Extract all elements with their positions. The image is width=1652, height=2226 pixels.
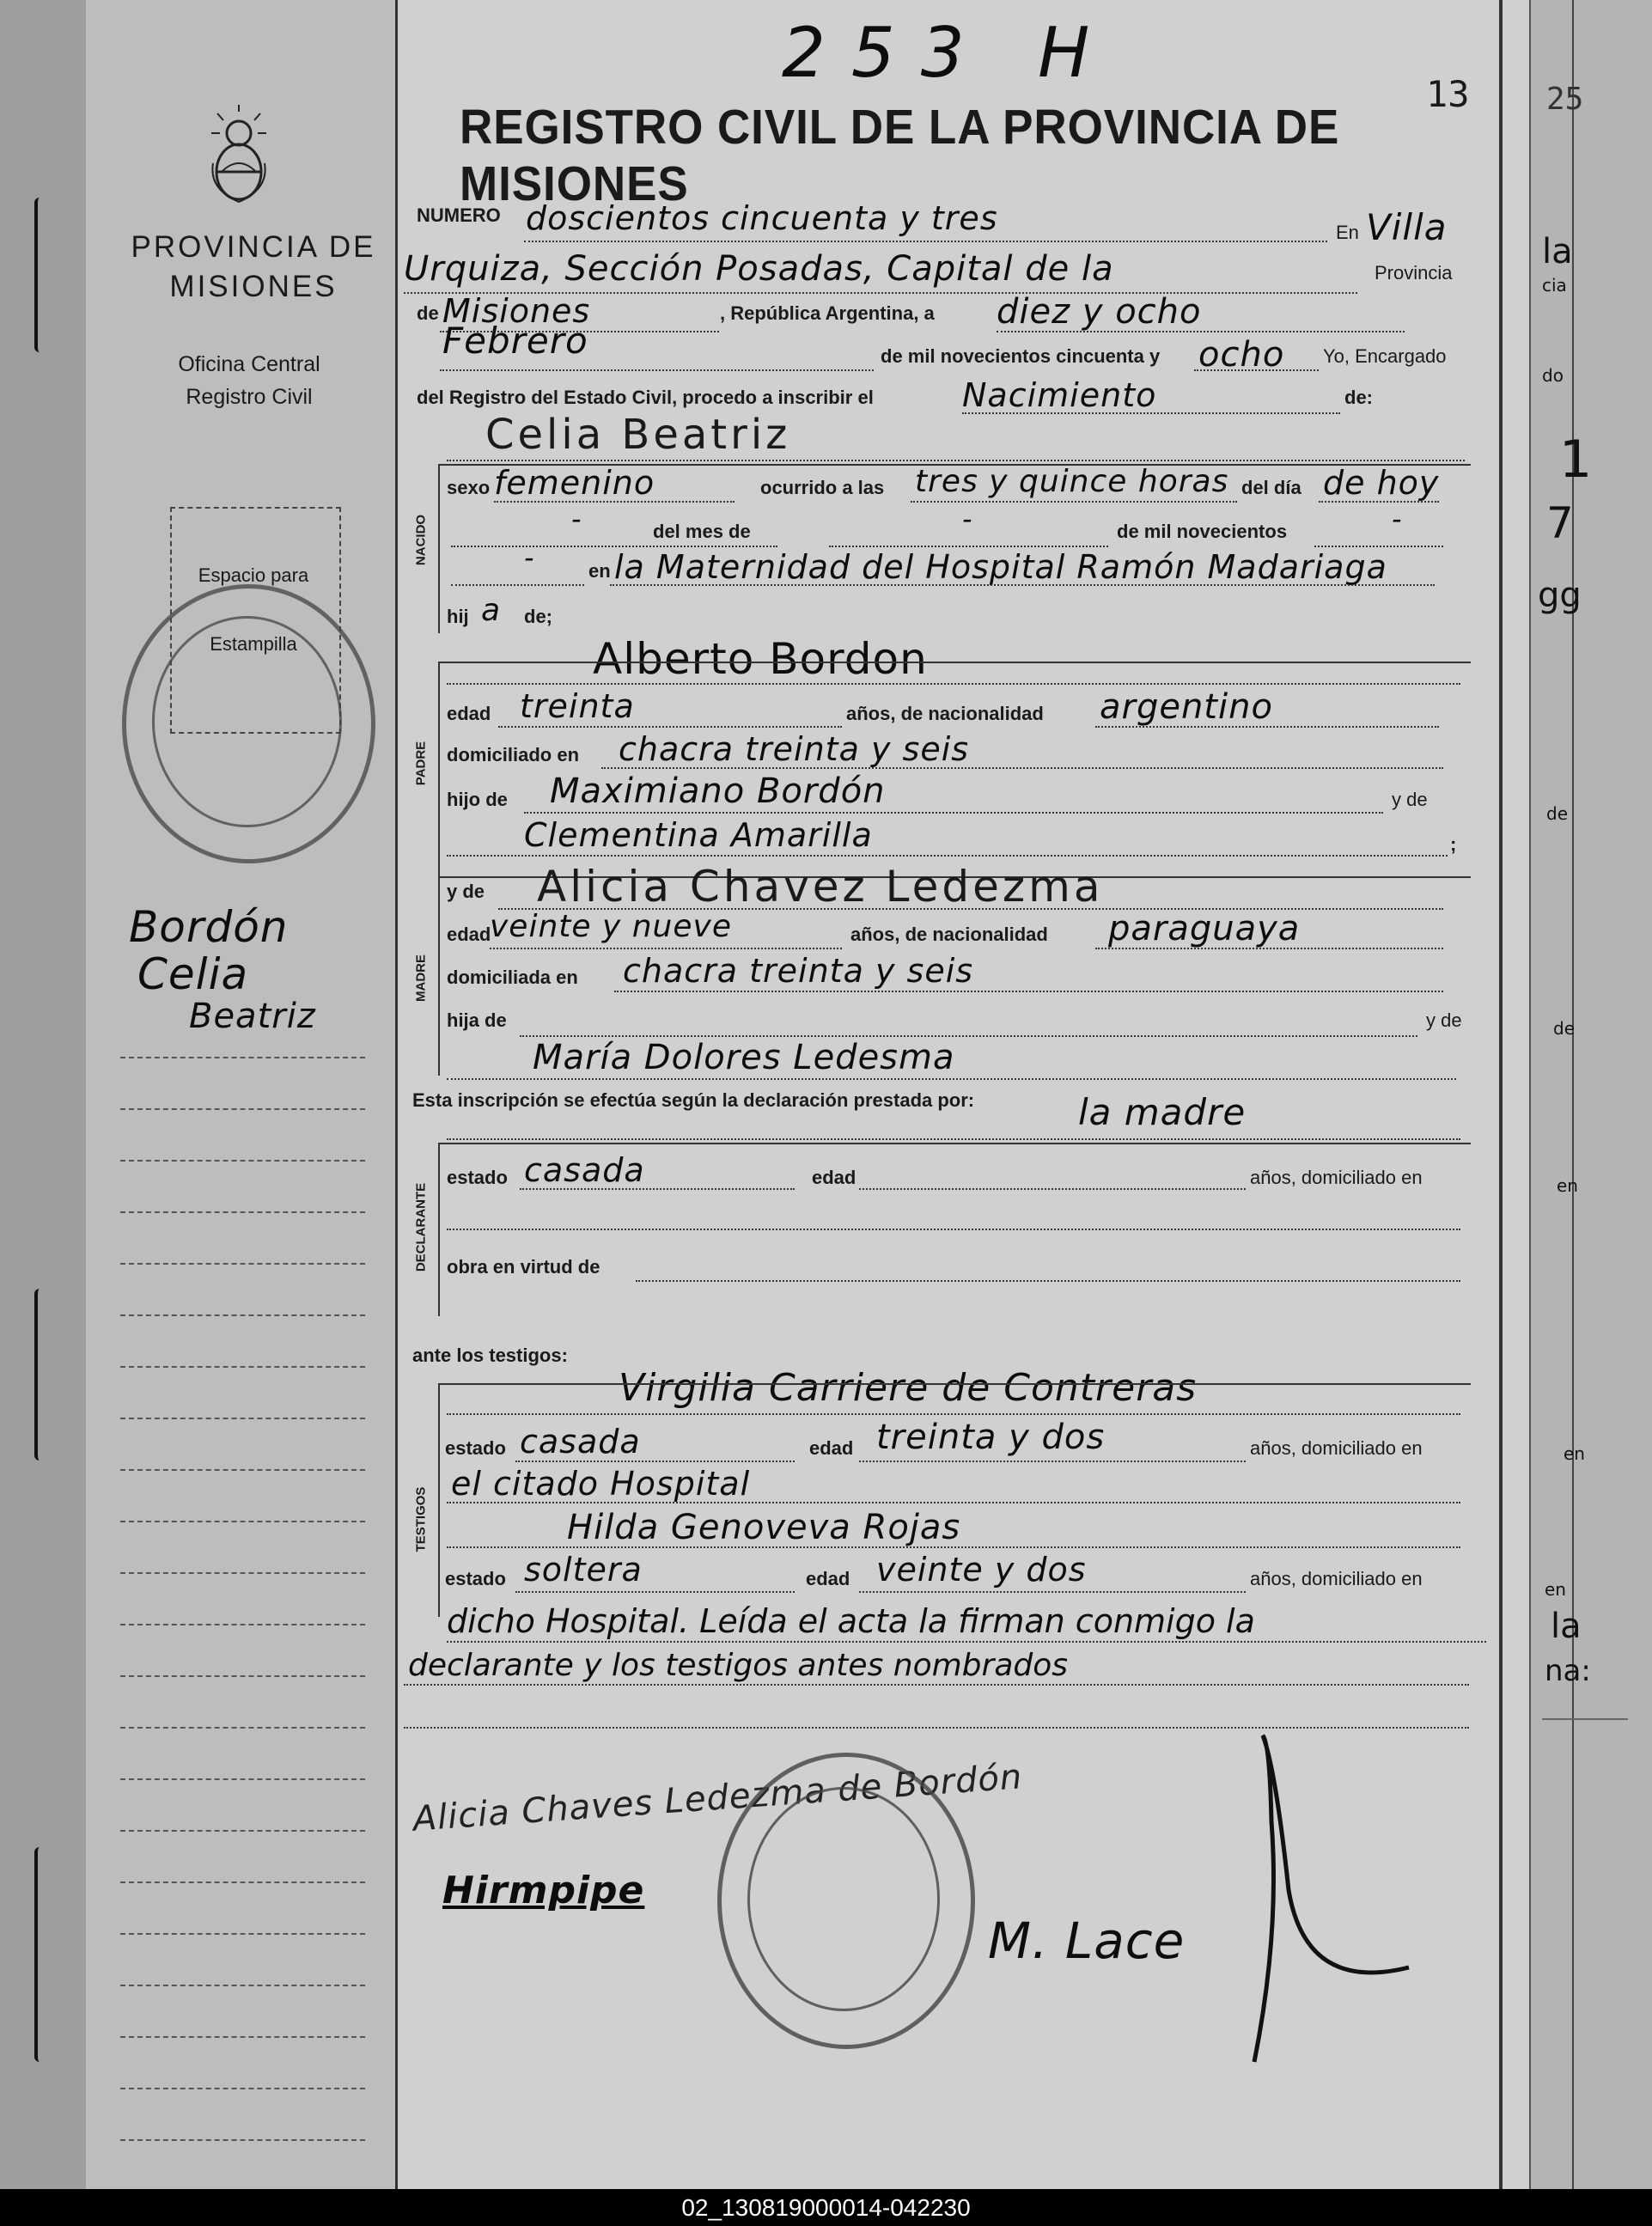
madre-dom-label: domiciliada en — [447, 967, 578, 988]
ocurrido-value: tres y quince horas — [915, 464, 1229, 499]
image-id-footer: 02_130819000014-042230 — [0, 2189, 1652, 2226]
stub-name-2: Beatriz — [189, 997, 316, 1036]
closing-line-1: dicho Hospital. Leída el acta la firman conmigo la — [447, 1602, 1255, 1640]
date-month: Febrero — [442, 320, 588, 362]
mil-label: de mil novecientos cincuenta y — [881, 345, 1161, 367]
testigo-2-name: Hilda Genoveva Rojas — [567, 1508, 961, 1547]
padre-edad-label: edad — [447, 703, 491, 724]
en-value: Villa — [1366, 206, 1448, 248]
birthplace-value: la Maternidad del Hospital Ramón Madariaga — [614, 548, 1387, 586]
signature-flourish — [1203, 1718, 1443, 2079]
place-en-label: en — [588, 560, 611, 582]
binding-stitch — [34, 198, 46, 352]
right-margin-rules — [1542, 1718, 1628, 2132]
madre-hija-label: hija de — [447, 1009, 507, 1031]
madre-nac-label: años, de nacionalidad — [850, 924, 1048, 945]
right-margin-text: do — [1542, 365, 1564, 386]
declarante-estado-label: estado — [447, 1167, 508, 1188]
padre-nac-label: años, de nacionalidad — [846, 703, 1044, 724]
padre-dom-value: chacra treinta y seis — [619, 730, 970, 768]
right-margin-text: en — [1564, 1443, 1585, 1464]
date-day: diez y ocho — [997, 292, 1202, 332]
right-margin-text: la — [1542, 232, 1573, 271]
stamp-space-label: Espacio para Estampilla — [198, 564, 309, 655]
stub-column — [86, 0, 397, 2189]
mil-dash: - — [1392, 503, 1403, 535]
padre-hijo-label: hijo de — [447, 789, 508, 810]
dia-value: de hoy — [1323, 464, 1440, 502]
declarante-edad-label: edad — [812, 1167, 856, 1188]
coat-of-arms-icon — [204, 103, 273, 206]
declarante-obra-label: obra en virtud de — [447, 1256, 600, 1278]
document-title: REGISTRO CIVIL DE LA PROVINCIA DE MISIONES — [460, 100, 1340, 211]
declarante-estado-value: casada — [524, 1151, 645, 1189]
page-edge-line-2 — [1529, 0, 1531, 2189]
right-margin-text: gg — [1538, 576, 1582, 615]
file-number-scribble: 253 H — [782, 13, 1116, 93]
ocurrido-label: ocurrido a las — [760, 477, 885, 498]
testigo-1-name: Virgilia Carriere de Contreras — [619, 1366, 1198, 1410]
padre-semicolon: ; — [1450, 833, 1457, 855]
numero-label: NUMERO — [417, 204, 501, 226]
hij-label: hij — [447, 606, 469, 627]
registry-seal-bottom — [717, 1753, 975, 2049]
right-margin-text: la — [1551, 1607, 1582, 1646]
stub-province: PROVINCIA DE MISIONES — [131, 230, 376, 303]
declarante-section-label: DECLARANTE — [413, 1182, 429, 1272]
madre-y-de-label: y de — [447, 881, 485, 902]
madre-edad-value: veinte y nueve — [490, 909, 732, 944]
padre-name: Alberto Bordon — [593, 634, 928, 684]
declarante-anos-label: años, domiciliado en — [1250, 1167, 1423, 1188]
sexo-label: sexo — [447, 477, 491, 498]
sexo-value: femenino — [494, 464, 655, 502]
testigo-1-edad-value: treinta y dos — [876, 1418, 1106, 1457]
madre-y-de-2: y de — [1426, 1009, 1462, 1031]
mil-value: ocho — [1198, 335, 1285, 375]
hij-de-label: de; — [524, 606, 552, 627]
right-margin-text: 7 — [1546, 498, 1574, 548]
hij-value: a — [481, 593, 502, 628]
mes-dash-left: - — [571, 503, 582, 535]
padre-mother-value: Clementina Amarilla — [524, 816, 873, 854]
stub-office: Oficina Central Registro Civil — [178, 352, 320, 409]
right-margin-text: na: — [1545, 1654, 1591, 1688]
right-margin-text: de — [1546, 803, 1568, 824]
en-label: En — [1336, 222, 1359, 243]
place-dash: - — [524, 541, 535, 574]
testigo-2-edad-label: edad — [806, 1568, 850, 1589]
binding-stitch — [34, 1847, 46, 2062]
registro-value: Nacimiento — [962, 376, 1157, 414]
de-label: de — [417, 302, 439, 324]
right-margin-text: en — [1545, 1579, 1566, 1600]
testigo-2-estado-label: estado — [445, 1568, 506, 1589]
testigo-2-estado-value: soltera — [524, 1551, 643, 1589]
madre-mother-value: María Dolores Ledesma — [533, 1038, 955, 1077]
numero-value: doscientos cincuenta y tres — [526, 199, 998, 237]
yo-label: Yo, Encargado — [1323, 345, 1447, 367]
dia-label: del día — [1241, 477, 1301, 498]
child-name: Celia Beatriz — [485, 411, 791, 459]
padre-y-de-label: y de — [1392, 789, 1428, 810]
right-margin-text: 1 — [1559, 430, 1593, 490]
folio-number: 13 — [1426, 73, 1470, 115]
registro-de-label: de: — [1344, 387, 1373, 408]
closing-line-2: declarante y los testigos antes nombrados — [408, 1648, 1069, 1683]
nacido-mil-label: de mil novecientos — [1117, 521, 1288, 542]
nacido-section-label: NACIDO — [413, 514, 429, 566]
testigo-2-edad-value: veinte y dos — [876, 1551, 1087, 1589]
registry-seal-stamp — [122, 584, 375, 863]
madre-dom-value: chacra treinta y seis — [623, 952, 974, 990]
right-margin-text: de — [1553, 1018, 1575, 1039]
stub-divider — [395, 0, 398, 2189]
provincia-label: Provincia — [1375, 262, 1453, 284]
binding-stitch — [34, 1289, 46, 1461]
testigos-intro: ante los testigos: — [412, 1345, 568, 1366]
declarante-intro: Esta inscripción se efectúa según la declaración prestada por: — [412, 1089, 975, 1111]
madre-edad-label: edad — [447, 924, 491, 945]
madre-nac-value: paraguaya — [1108, 909, 1301, 948]
witness-signature: Hirmpipe — [442, 1869, 645, 1912]
page-edge-line — [1499, 0, 1503, 2189]
registro-label: del Registro del Estado Civil, procedo a inscribir el — [417, 387, 874, 408]
right-folio-number: 25 — [1546, 82, 1584, 117]
testigo-1-estado-label: estado — [445, 1437, 506, 1459]
testigo-1-anos-label: años, domiciliado en — [1250, 1437, 1423, 1459]
stub-surname: Bordón — [129, 902, 289, 952]
padre-edad-value: treinta — [520, 687, 635, 725]
padre-dom-label: domiciliado en — [447, 744, 580, 765]
declarante-signature: Alicia Chaves Ledezma de Bordón — [411, 1757, 1024, 1839]
mes-label: del mes de — [653, 521, 751, 542]
padre-nac-value: argentino — [1100, 687, 1273, 727]
testigo-1-domicilio: el citado Hospital — [451, 1465, 751, 1503]
padre-section-label: PADRE — [413, 741, 429, 786]
republica-label: , República Argentina, a — [720, 302, 935, 324]
de-value: Misiones — [442, 292, 591, 330]
madre-section-label: MADRE — [413, 954, 429, 1002]
stub-name-1: Celia — [137, 949, 249, 999]
testigo-1-edad-label: edad — [809, 1437, 854, 1459]
madre-name: Alicia Chavez Ledezma — [537, 862, 1104, 912]
right-margin-text: en — [1557, 1175, 1578, 1196]
declarante-who: la madre — [1078, 1091, 1247, 1133]
officer-signature: M. Lace — [988, 1912, 1186, 1970]
place-value: Urquiza, Sección Posadas, Capital de la — [404, 249, 1114, 289]
testigo-2-anos-label: años, domiciliado en — [1250, 1568, 1423, 1589]
testigos-section-label: TESTIGOS — [413, 1486, 429, 1552]
testigo-1-estado-value: casada — [520, 1423, 641, 1461]
right-margin-text: cia — [1542, 275, 1567, 296]
padre-father-value: Maximiano Bordón — [550, 771, 886, 811]
mes-dash-right: - — [962, 503, 973, 535]
